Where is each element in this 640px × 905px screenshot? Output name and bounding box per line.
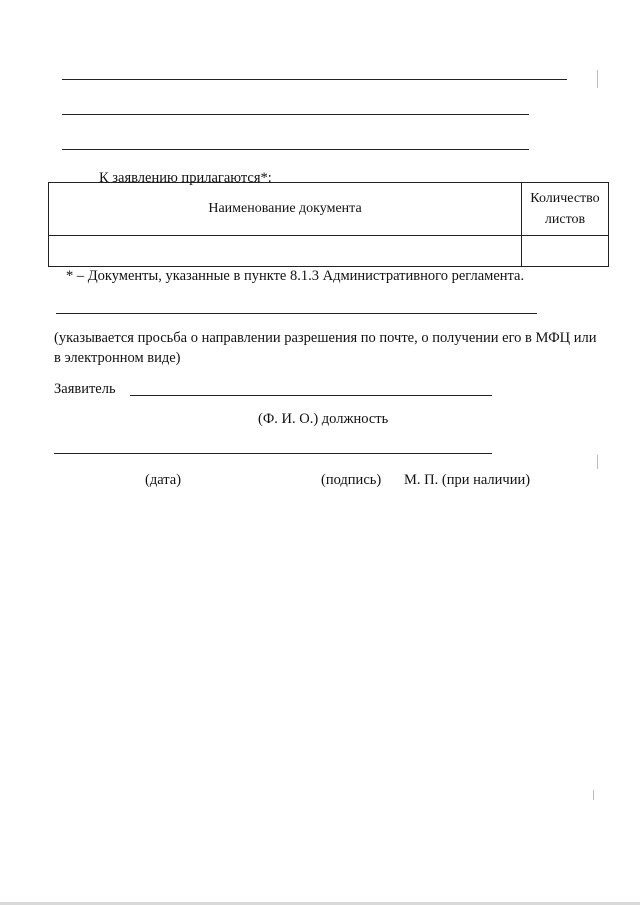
blank-line-3 [62,149,529,150]
delivery-note: (указывается просьба о направлении разрешения по почте, о получении его в МФЦ или в электронном виде) [54,330,597,366]
header-sheet-count-line1: Количество [530,191,600,206]
blank-line-1 [62,79,567,80]
scan-speck [597,455,598,469]
table-cell-sheet-count [522,236,609,267]
applicant-line [130,395,492,396]
signature-caption: (подпись) [321,472,382,488]
documents-table [48,182,609,267]
header-document-name: Наименование документа [49,183,522,236]
header-sheet-count-line2: листов [544,212,586,227]
applicant-label: Заявитель [54,381,116,397]
scan-speck [593,790,594,800]
seal-caption: М. П. (при наличии) [404,472,531,488]
table-header-row [49,183,609,236]
blank-line-2 [62,114,529,115]
attachments-intro: К заявлению прилагаются*: [99,170,272,186]
date-signature-line [54,453,492,454]
footnote: * – Документы, указанные в пункте 8.1.3 Административного регламента. [66,268,525,284]
name-position-caption: (Ф. И. О.) должность [258,411,389,427]
header-sheet-count [522,183,609,236]
table-row [49,236,609,267]
scan-speck [597,70,598,88]
delivery-method-line [56,313,537,314]
date-caption: (дата) [145,472,182,488]
table-cell-document-name [49,236,522,267]
